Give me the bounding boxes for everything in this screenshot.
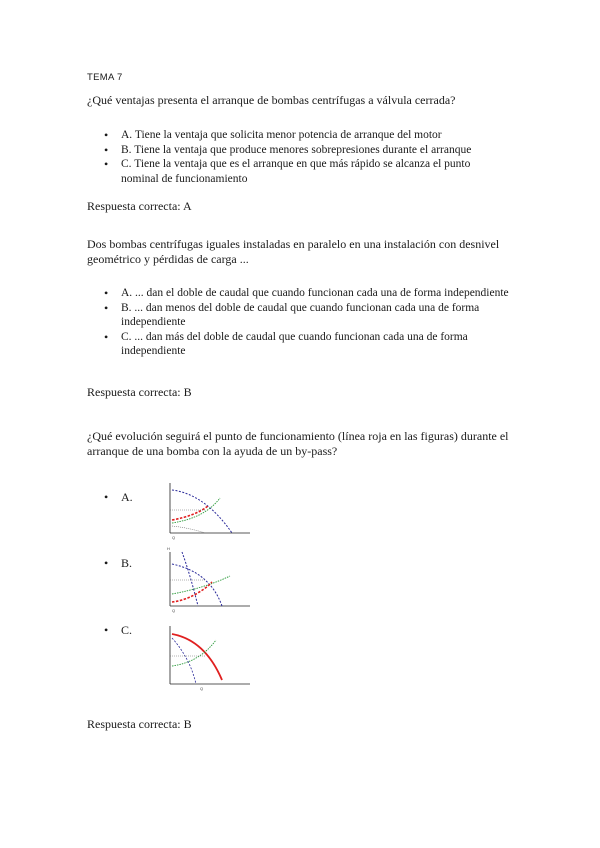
question-2-option-a: • A. ... dan el doble de caudal que cuando funcionan cada una de forma independiente bbox=[121, 286, 511, 301]
pump-curve-1 bbox=[182, 552, 198, 606]
question-1-options bbox=[121, 128, 521, 186]
axis-q-label: Q bbox=[172, 535, 176, 540]
axis-q-label: Q bbox=[200, 686, 204, 691]
bullet-icon: • bbox=[104, 623, 109, 637]
question-2-option-b: • B. ... dan menos del doble de caudal que cuando funcionan cada una de forma independiente bbox=[121, 301, 511, 330]
question-3-text: ¿Qué evolución seguirá el punto de funcionamiento (línea roja en las figuras) durante el arranque de una bomba con la ayuda de un by-pass? bbox=[87, 429, 509, 458]
question-3-answer: Respuesta correcta: B bbox=[87, 717, 192, 731]
bullet-icon: • bbox=[104, 490, 109, 504]
pump-curve-2 bbox=[172, 564, 222, 606]
question-2-answer: Respuesta correcta: B bbox=[87, 385, 192, 399]
question-3-option-b: B. bbox=[121, 556, 133, 570]
question-1-answer: Respuesta correcta: A bbox=[87, 199, 192, 213]
figure-b-pump-curve bbox=[150, 544, 255, 614]
question-1-option-b: • B. Tiene la ventaja que produce menores sobrepresiones durante el arranque bbox=[121, 143, 521, 158]
question-3-option-c: C. bbox=[121, 623, 133, 637]
axis-h-label: H bbox=[167, 546, 170, 551]
operating-point-path bbox=[172, 634, 222, 680]
question-1-option-a: • A. Tiene la ventaja que solicita menor potencia de arranque del motor bbox=[121, 128, 521, 143]
bullet-icon: • bbox=[104, 556, 109, 570]
figure-a-pump-curve bbox=[150, 478, 255, 543]
operating-point-path bbox=[172, 506, 208, 520]
question-3-option-a: A. bbox=[121, 490, 133, 504]
pump-curve bbox=[172, 638, 196, 684]
axis-q-label: Q bbox=[172, 608, 176, 613]
question-1-option-c: • C. Tiene la ventaja que es el arranque en que más rápido se alcanza el punto nominal de funcionamiento bbox=[121, 157, 476, 186]
figure-c-pump-curve bbox=[150, 618, 255, 693]
bypass-curve bbox=[172, 526, 205, 533]
page-title: TEMA 7 bbox=[87, 72, 123, 83]
question-1-text: ¿Qué ventajas presenta el arranque de bombas centrífugas a válvula cerrada? bbox=[87, 93, 456, 107]
pump-curve bbox=[172, 490, 232, 533]
operating-point-path bbox=[172, 582, 212, 602]
system-curve bbox=[172, 576, 230, 594]
question-2-text: Dos bombas centrífugas iguales instaladas en paralelo en una instalación con desnivel geométrico y pérdidas de carga ... bbox=[87, 237, 500, 266]
question-2-options bbox=[121, 286, 511, 359]
question-2-option-c: • C. ... dan más del doble de caudal que cuando funcionan cada una de forma independiente bbox=[121, 330, 511, 359]
